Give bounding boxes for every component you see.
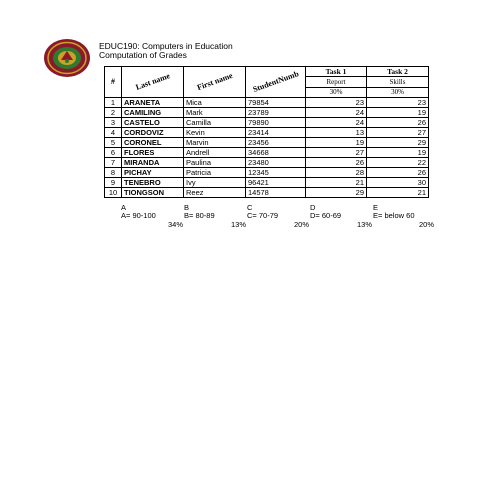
table-row — [105, 128, 429, 138]
task2-score-cell: 26 — [367, 118, 429, 128]
seal-logo-icon — [43, 38, 91, 78]
task1-score-cell: 28 — [306, 168, 367, 178]
table-row — [105, 168, 429, 178]
task2-score-cell: 21 — [367, 188, 429, 198]
first-name-cell: Mark — [184, 108, 246, 118]
table-header-row — [105, 67, 429, 77]
task1-score-cell: 27 — [306, 148, 367, 158]
task1-weight: 30% — [306, 87, 367, 97]
task2-subheader: Skills — [367, 77, 429, 87]
row-number: 10 — [105, 188, 122, 198]
last-name-cell: FLORES — [122, 148, 184, 158]
task1-score-cell: 21 — [306, 178, 367, 188]
row-number: 6 — [105, 148, 122, 158]
legend-letter: E — [373, 203, 379, 212]
last-name-cell: CAMILING — [122, 108, 184, 118]
legend-percent: 34% — [167, 220, 183, 229]
student-number-cell: 23414 — [246, 128, 306, 138]
first-name-cell: Mica — [184, 98, 246, 108]
page-title: EDUC190: Computers in Education — [99, 41, 233, 51]
col-header-num: # — [105, 67, 122, 98]
row-number: 7 — [105, 158, 122, 168]
student-number-cell: 23456 — [246, 138, 306, 148]
task1-score-cell: 24 — [306, 118, 367, 128]
task1-score-cell: 19 — [306, 138, 367, 148]
first-name-cell: Camilla — [184, 118, 246, 128]
first-name-cell: Ivy — [184, 178, 246, 188]
last-name-cell: CORONEL — [122, 138, 184, 148]
table-row — [105, 108, 429, 118]
legend-letter: A — [121, 203, 127, 212]
student-number-cell: 23789 — [246, 108, 306, 118]
legend-percent: 20% — [418, 220, 434, 229]
task2-score-cell: 23 — [367, 98, 429, 108]
row-number: 4 — [105, 128, 122, 138]
row-number: 9 — [105, 178, 122, 188]
col-header-first-name: First name — [184, 67, 246, 98]
task2-score-cell: 30 — [367, 178, 429, 188]
task1-score-cell: 13 — [306, 128, 367, 138]
task2-score-cell: 29 — [367, 138, 429, 148]
table-row — [105, 138, 429, 148]
student-number-cell: 12345 — [246, 168, 306, 178]
first-name-cell: Marvin — [184, 138, 246, 148]
table-row — [105, 178, 429, 188]
col-header-task2: Task 2 — [367, 67, 429, 77]
legend-range: D= 60-69 — [310, 211, 342, 220]
last-name-cell: CORDOVIZ — [122, 128, 184, 138]
page-subtitle: Computation of Grades — [99, 50, 187, 60]
row-number: 2 — [105, 108, 122, 118]
student-number-cell: 34668 — [246, 148, 306, 158]
task1-score-cell: 26 — [306, 158, 367, 168]
first-name-cell: Reez — [184, 188, 246, 198]
row-number: 1 — [105, 98, 122, 108]
last-name-cell: TENEBRO — [122, 178, 184, 188]
legend-range: B= 80-89 — [184, 211, 215, 220]
row-number: 3 — [105, 118, 122, 128]
legend-percent: 20% — [293, 220, 309, 229]
task1-score-cell: 24 — [306, 108, 367, 118]
col-header-task1: Task 1 — [306, 67, 367, 77]
last-name-cell: MIRANDA — [122, 158, 184, 168]
grades-table-body — [105, 98, 429, 198]
task2-score-cell: 19 — [367, 108, 429, 118]
table-row — [105, 188, 429, 198]
legend-letter: C — [247, 203, 253, 212]
task2-score-cell: 26 — [367, 168, 429, 178]
last-name-cell: ARANETA — [122, 98, 184, 108]
task2-score-cell: 22 — [367, 158, 429, 168]
task1-subheader: Report — [306, 77, 367, 87]
student-number-cell: 14578 — [246, 188, 306, 198]
col-header-last-name: Last name — [122, 67, 184, 98]
grades-table — [104, 66, 429, 198]
task1-score-cell: 23 — [306, 98, 367, 108]
legend-letter: D — [310, 203, 316, 212]
legend-range: E= below 60 — [373, 211, 415, 220]
col-header-student-number: StudentNumb — [246, 67, 306, 98]
row-number: 5 — [105, 138, 122, 148]
legend-range: A= 90-100 — [121, 211, 156, 220]
legend-range: C= 70-79 — [247, 211, 279, 220]
first-name-cell: Andrell — [184, 148, 246, 158]
student-number-cell: 79854 — [246, 98, 306, 108]
legend-percent: 13% — [230, 220, 246, 229]
legend-percent: 13% — [356, 220, 372, 229]
first-name-cell: Kevin — [184, 128, 246, 138]
first-name-cell: Patricia — [184, 168, 246, 178]
row-number: 8 — [105, 168, 122, 178]
table-row — [105, 98, 429, 108]
first-name-cell: Paulina — [184, 158, 246, 168]
task2-score-cell: 27 — [367, 128, 429, 138]
student-number-cell: 23480 — [246, 158, 306, 168]
table-row — [105, 118, 429, 128]
last-name-cell: CASTELO — [122, 118, 184, 128]
task1-score-cell: 29 — [306, 188, 367, 198]
table-row — [105, 158, 429, 168]
legend-letter: B — [184, 203, 190, 212]
last-name-cell: PICHAY — [122, 168, 184, 178]
task2-weight: 30% — [367, 87, 429, 97]
last-name-cell: TIONGSON — [122, 188, 184, 198]
table-row — [105, 148, 429, 158]
student-number-cell: 79890 — [246, 118, 306, 128]
task2-score-cell: 19 — [367, 148, 429, 158]
student-number-cell: 96421 — [246, 178, 306, 188]
